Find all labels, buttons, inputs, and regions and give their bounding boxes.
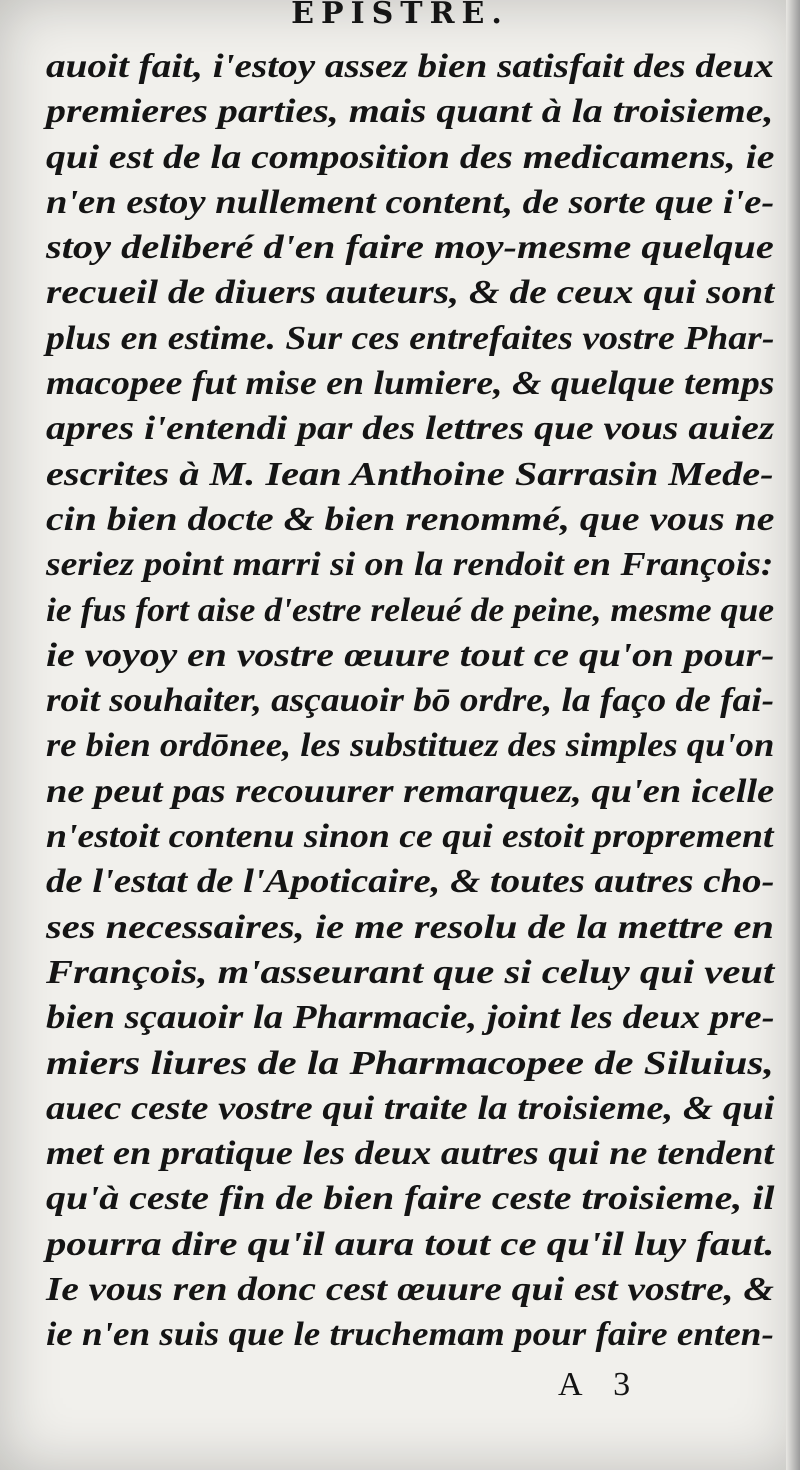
text-line: ses necessaires, ie me resolu de la mettre en xyxy=(46,908,774,946)
text-line: stoy deliberé d'en faire moy-mesme quelque xyxy=(46,229,774,267)
text-line: Ie vous ren donc cest œuure qui est vostre, & xyxy=(46,1271,775,1309)
text-line: recueil de diuers auteurs, & de ceux qui sont xyxy=(46,274,775,312)
text-line: auoit fait, i'estoy assez bien satisfait des deux xyxy=(46,48,774,85)
text-line: n'estoit contenu sinon ce qui estoit proprement xyxy=(46,818,774,856)
text-line: ie voyoy en vostre œuure tout ce qu'on pour- xyxy=(46,636,775,674)
text-line: auec ceste vostre qui traite la troisieme, & qui xyxy=(46,1089,775,1127)
text-line: met en pratique les deux autres qui ne tendent xyxy=(46,1135,775,1173)
text-line: n'en estoy nullement content, de sorte que i'e- xyxy=(46,183,775,221)
text-line: ie n'en suis que le truchemam pour faire enten- xyxy=(46,1316,774,1354)
text-line: plus en estime. Sur ces entrefaites vostre Phar- xyxy=(46,319,775,357)
text-line: roit souhaiter, asçauoir bō ordre, la faço de fai- xyxy=(46,682,775,720)
text-line: bien sçauoir la Pharmacie, joint les deux pre- xyxy=(46,999,775,1037)
text-line: re bien ordōnee, les substituez des simples qu'on xyxy=(46,727,775,765)
page-header: EPISTRE. xyxy=(291,0,509,31)
text-line: ie fus fort aise d'estre releué de peine, mesme que xyxy=(46,591,775,629)
text-line: seriez point marri si on la rendoit en François: xyxy=(46,546,774,584)
text-line: qui est de la composition des medicamens, ie xyxy=(46,138,775,176)
text-line: escrites à M. Iean Anthoine Sarrasin Mede- xyxy=(46,455,774,493)
signature-mark: A 3 xyxy=(558,1366,643,1403)
text-line: pourra dire qu'il aura tout ce qu'il luy faut. xyxy=(46,1225,775,1263)
text-line: François, m'asseurant que si celuy qui veut xyxy=(46,953,775,991)
text-line: miers liures de la Pharmacopee de Siluius, xyxy=(46,1044,774,1082)
text-line: qu'à ceste fin de bien faire ceste troisieme, il xyxy=(46,1180,775,1218)
text-line: ne peut pas recouurer remarquez, qu'en icelle xyxy=(46,772,775,810)
text-line: de l'estat de l'Apoticaire, & toutes autres cho- xyxy=(46,863,775,901)
text-line: apres i'entendi par des lettres que vous auiez xyxy=(46,410,775,448)
text-line: premieres parties, mais quant à la troisieme, xyxy=(46,93,774,131)
text-line: cin bien docte & bien renommé, que vous ne xyxy=(46,500,775,538)
text-line: macopee fut mise en lumiere, & quelque temps xyxy=(46,365,775,403)
body-text xyxy=(46,44,774,1358)
